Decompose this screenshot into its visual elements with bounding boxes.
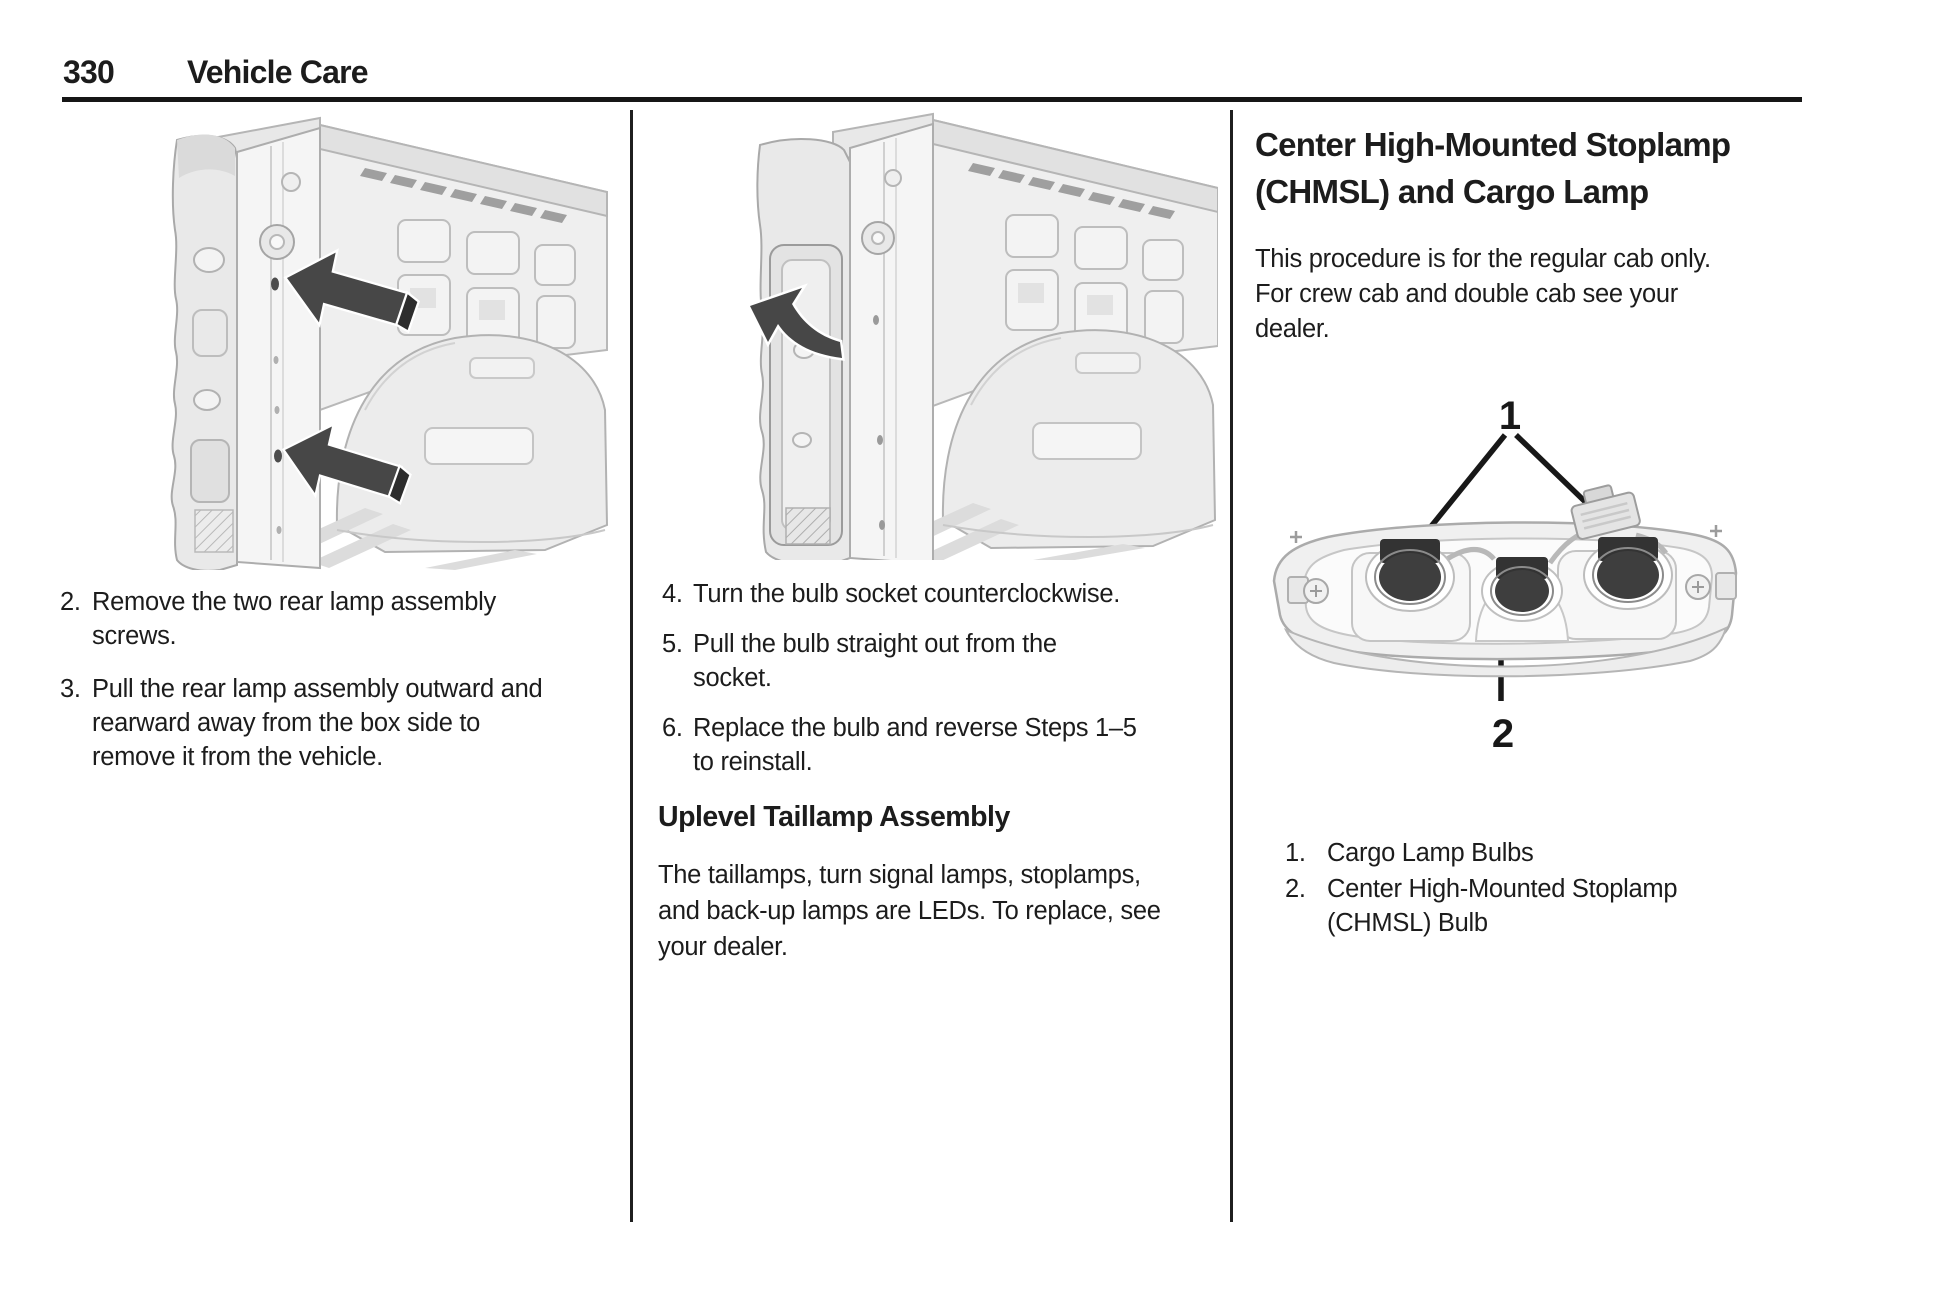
figure-rear-lamp-screws xyxy=(125,110,615,570)
step-number: 5. xyxy=(662,630,683,658)
subheading-uplevel-taillamp: Uplevel Taillamp Assembly xyxy=(658,801,1010,833)
callout-1-label: 1 xyxy=(1498,394,1522,439)
legend-number: 1. xyxy=(1285,839,1306,868)
figure-chmsl-assembly xyxy=(1260,385,1860,760)
column-right xyxy=(1255,110,1915,940)
chmsl-lamp-illustration xyxy=(1260,385,1860,760)
column-middle xyxy=(655,110,1230,965)
truck-bed-screws-illustration xyxy=(125,110,615,570)
step-number: 3. xyxy=(60,675,81,703)
uplevel-paragraph xyxy=(658,857,1230,965)
figure-legend xyxy=(1285,836,1915,940)
upper-screw xyxy=(271,278,279,291)
step-list-left xyxy=(60,585,628,774)
step-item xyxy=(662,577,1230,611)
truck-bed-socket-illustration xyxy=(738,110,1218,560)
step-number: 6. xyxy=(662,714,683,742)
step-item xyxy=(662,711,1230,779)
callout-2-label: 2 xyxy=(1491,712,1515,757)
step-text-line: Replace the bulb and reverse Steps 1–5 xyxy=(693,714,1137,742)
legend-number: 2. xyxy=(1285,875,1306,904)
paragraph-line: For crew cab and double cab see your xyxy=(1255,280,1678,309)
step-text-line: Turn the bulb socket counterclockwise. xyxy=(693,580,1121,608)
step-text-line: to reinstall. xyxy=(693,748,813,776)
paragraph-line: your dealer. xyxy=(658,933,788,961)
column-divider-1 xyxy=(630,110,633,1222)
step-text-line: Pull the rear lamp assembly outward and xyxy=(92,675,543,703)
section-title: Vehicle Care xyxy=(187,54,368,90)
column-divider-2 xyxy=(1230,110,1233,1222)
step-item xyxy=(60,672,628,774)
step-text-line: Remove the two rear lamp assembly xyxy=(92,588,496,616)
heading-line: (CHMSL) and Cargo Lamp xyxy=(1255,173,1649,210)
step-text-line: remove it from the vehicle. xyxy=(92,743,383,771)
step-text-line: socket. xyxy=(693,664,772,692)
heading-line: Center High-Mounted Stoplamp xyxy=(1255,126,1731,163)
step-list-middle xyxy=(655,577,1230,779)
legend-line: Cargo Lamp Bulbs xyxy=(1327,839,1534,868)
page-header xyxy=(63,54,368,91)
legend-item xyxy=(1285,872,1915,940)
step-number: 2. xyxy=(60,588,81,616)
paragraph-line: and back-up lamps are LEDs. To replace, see xyxy=(658,897,1161,925)
step-text-line: rearward away from the box side to xyxy=(92,709,481,737)
column-left xyxy=(60,110,628,774)
legend-item xyxy=(1285,836,1915,870)
paragraph-line: The taillamps, turn signal lamps, stoplamps, xyxy=(658,861,1141,889)
step-number: 4. xyxy=(662,580,683,608)
figure-bulb-socket-removal xyxy=(738,110,1218,560)
step-text-line: screws. xyxy=(92,622,177,650)
chmsl-paragraph xyxy=(1255,242,1915,347)
step-text-line: Pull the bulb straight out from the xyxy=(693,630,1057,658)
step-item xyxy=(60,585,628,653)
legend-line: Center High-Mounted Stoplamp xyxy=(1327,875,1678,904)
step-item xyxy=(662,627,1230,695)
legend-line: (CHMSL) Bulb xyxy=(1327,909,1488,938)
paragraph-line: dealer. xyxy=(1255,315,1330,344)
lower-screw xyxy=(274,450,282,463)
paragraph-line: This procedure is for the regular cab only. xyxy=(1255,245,1711,274)
heading-chmsl xyxy=(1255,121,1915,215)
page-number: 330 xyxy=(63,54,114,90)
header-rule xyxy=(62,97,1802,102)
